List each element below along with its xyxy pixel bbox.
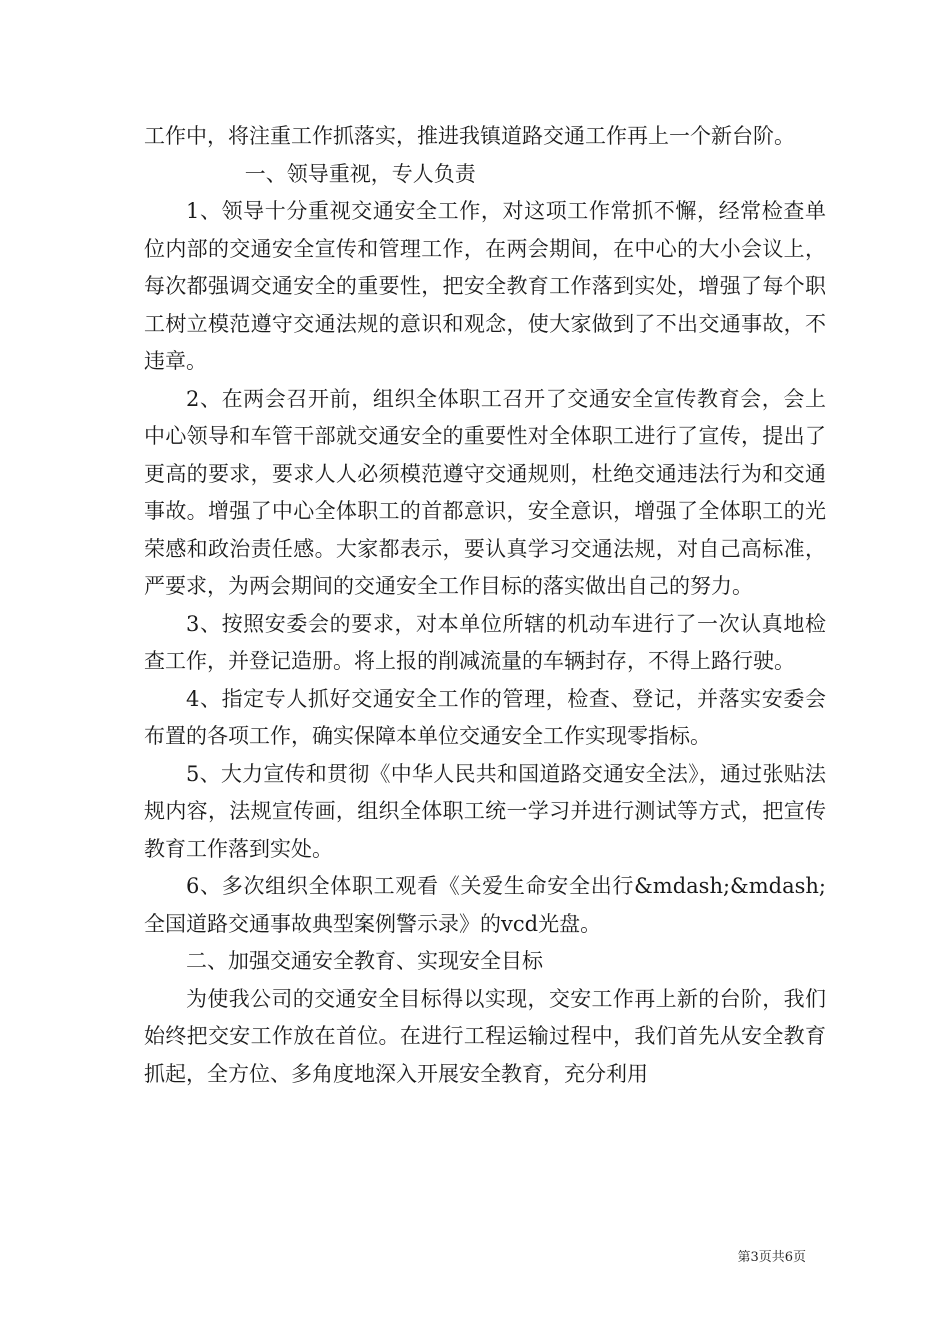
paragraph-item-1: 1、领导十分重视交通安全工作，对这项工作常抓不懈，经常检查单位内部的交通安全宣传和管理工作，在两会期间，在中心的大小会议上，每次都强调交通安全的重要性，把安全教育工作落到实处，增强了每个职工树立模范遵守交通法规的意识和观念，使大家做到了不出交通事故，不违章。	[144, 199, 826, 373]
paragraph-item-4: 4、指定专人抓好交通安全工作的管理，检查、登记，并落实安委会布置的各项工作，确实保障本单位交通安全工作实现零指标。	[144, 686, 826, 748]
document-body	[144, 118, 826, 1093]
section-heading-1: 一、领导重视，专人负责	[244, 161, 476, 186]
paragraph-section-2-intro: 为使我公司的交通安全目标得以实现，交安工作再上新的台阶，我们始终把交安工作放在首位。在进行工程运输过程中，我们首先从安全教育抓起，全方位、多角度地深入开展安全教育，充分利用	[144, 986, 826, 1086]
paragraph-item-3: 3、按照安委会的要求，对本单位所辖的机动车进行了一次认真地检查工作，并登记造册。将上报的削减流量的车辆封存，不得上路行驶。	[144, 611, 826, 673]
paragraph-item-6: 6、多次组织全体职工观看《关爱生命安全出行&mdash;&mdash;全国道路交通事故典型案例警示录》的vcd光盘。	[144, 874, 826, 936]
section-heading-2: 二、加强交通安全教育、实现安全目标	[186, 949, 543, 973]
paragraph-continuation: 工作中，将注重工作抓落实，推进我镇道路交通工作再上一个新台阶。	[144, 124, 795, 148]
paragraph-item-2: 2、在两会召开前，组织全体职工召开了交通安全宣传教育会，会上中心领导和车管干部就交通安全的重要性对全体职工进行了宣传，提出了更高的要求，要求人人必须模范遵守交通规则，杜绝交通违法行为和交通事故。增强了中心全体职工的首都意识，安全意识，增强了全体职工的光荣感和政治责任感。大家都表示，要认真学习交通法规，对自己高标准，严要求，为两会期间的交通安全工作目标的落实做出自己的努力。	[144, 386, 826, 598]
paragraph-item-5: 5、大力宣传和贯彻《中华人民共和国道路交通安全法》，通过张贴法规内容，法规宣传画，组织全体职工统一学习并进行测试等方式，把宣传教育工作落到实处。	[144, 761, 826, 861]
page-number-footer: 第3页共6页	[737, 1250, 806, 1265]
